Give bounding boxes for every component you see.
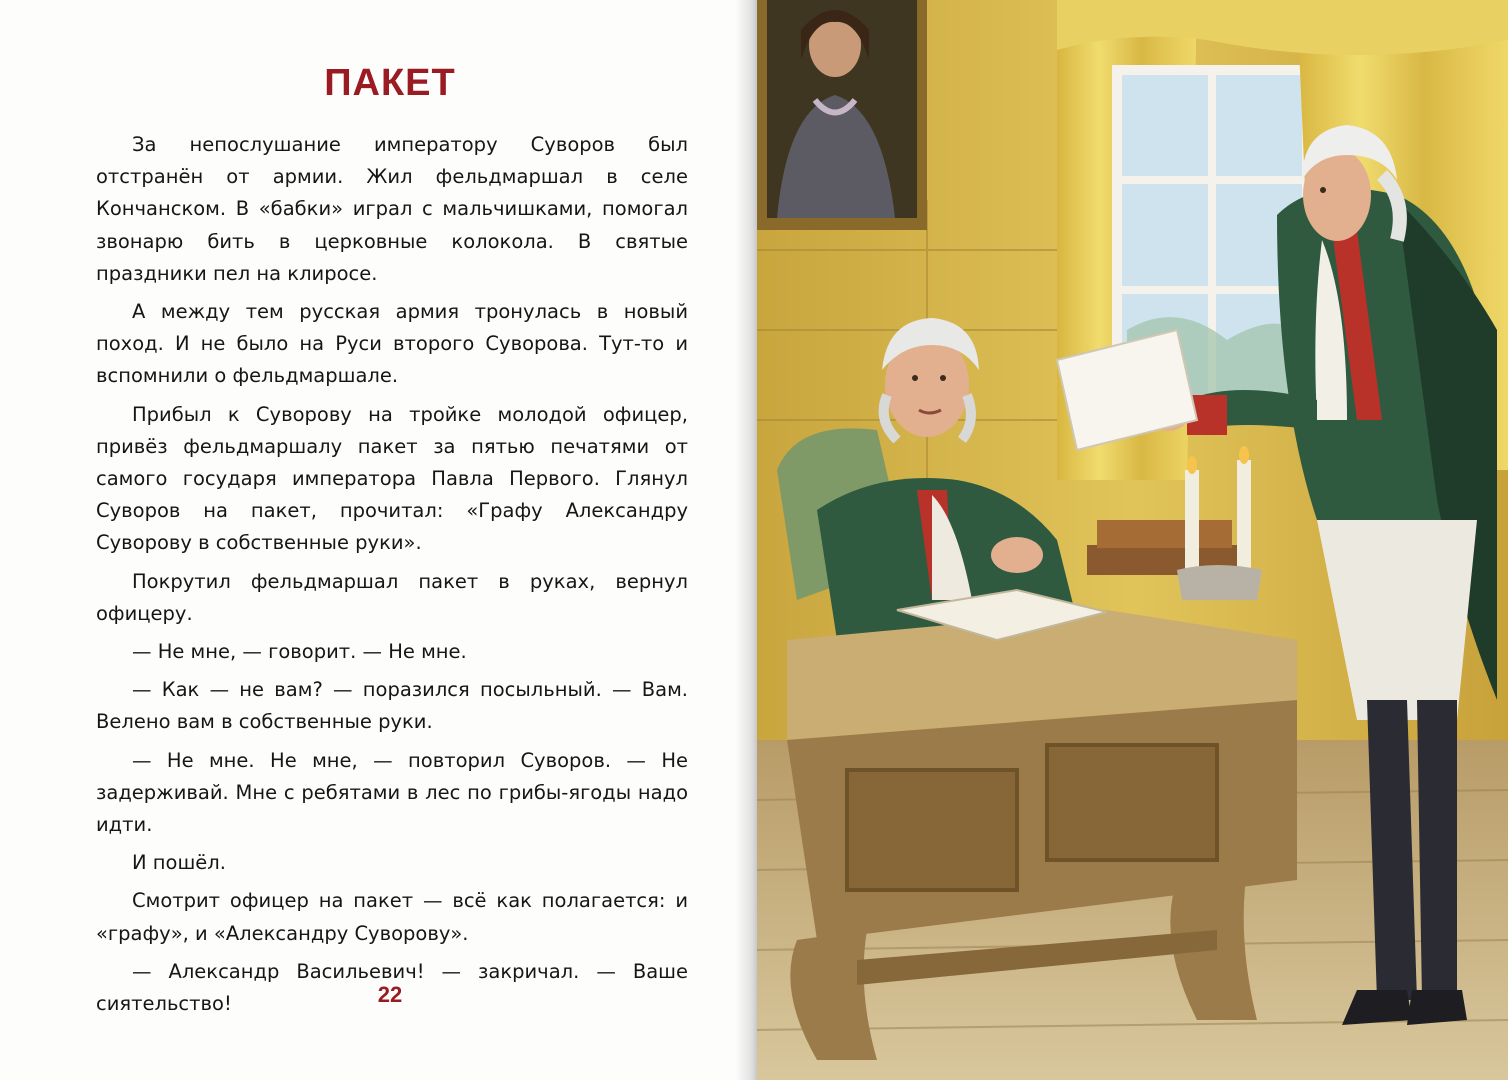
illustration-canvas <box>757 0 1508 1080</box>
page-number: 22 <box>377 982 403 1007</box>
paragraph: — Не мне, — говорит. — Не мне. <box>132 640 467 664</box>
paragraph: Покрутил фельдмаршал пакет в руках, вернул офицеру. <box>96 569 688 625</box>
paragraph: — Александр Васильевич! — закричал. — Ваше сиятельство! <box>96 959 688 1016</box>
paragraph: — Не мне. Не мне, — повторил Суворов. — Не задерживай. Мне с ребятами в лес по грибы-ягоды надо идти. <box>96 748 688 837</box>
paragraph: А между тем русская армия тронулась в новый поход. И не было на Руси второго Суворова. Тут-то и вспомнили о фельдмаршале. <box>96 300 688 388</box>
portrait-painting <box>757 0 927 230</box>
paragraph: — Как — не вам? — поразился посыльный. — Вам. Велено вам в собственные руки. <box>96 678 688 734</box>
paragraph: За непослушание императору Суворов был отстранён от армии. Жил фельдмаршал в селе Кончанском. В «бабки» играл с мальчишками, помогал звонарю бить в церковные колокола. В святые праздники пел на клиросе. <box>96 133 688 285</box>
page-title: ПАКЕТ <box>324 62 456 104</box>
story-text <box>96 129 688 1020</box>
illustration <box>757 0 1508 1080</box>
left-page <box>0 0 752 1080</box>
paragraph: Прибыл к Суворову на тройке молодой офицер, привёз фельдмаршалу пакет за пятью печатями от самого государя императора Павла Первого. Глянул Суворов на пакет, прочитал: «Графу Александру Суворову в собственные руки». <box>96 402 688 555</box>
book-gutter <box>735 0 757 1080</box>
paragraph: Смотрит офицер на пакет — всё как полагается: и «графу», и «Александру Суворову». <box>96 889 688 945</box>
paragraph: И пошёл. <box>132 851 226 875</box>
